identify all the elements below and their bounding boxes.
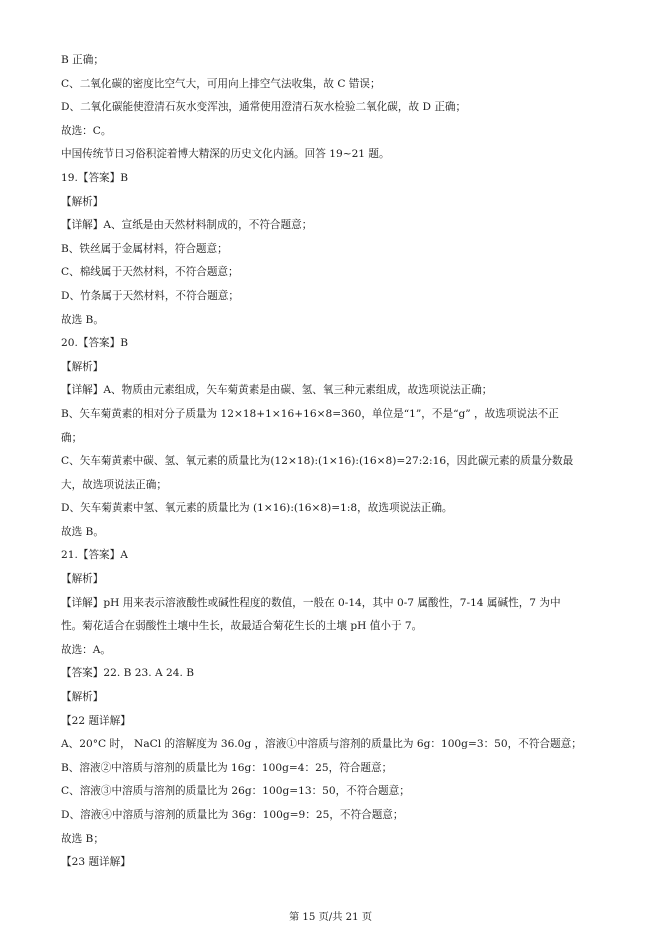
text-line: 【解析】 bbox=[61, 691, 104, 704]
text-line: 【答案】22. B 23. A 24. B bbox=[61, 667, 194, 680]
text-line: 【23 题详解】 bbox=[61, 856, 131, 869]
text-line: C、二氧化碳的密度比空气大，可用向上排空气法收集，故 C 错误； bbox=[61, 77, 381, 90]
text-line: 【解析】 bbox=[61, 195, 104, 208]
text-line: 20.【答案】B bbox=[61, 337, 129, 350]
text-body bbox=[61, 49, 601, 875]
text-line: 【详解】pH 用来表示溶液酸性或碱性程度的数值，一般在 0-14，其中 0-7 属酸性，7-14 属碱性，7 为中 bbox=[61, 596, 561, 609]
text-line: 故选 B。 bbox=[61, 313, 104, 326]
text-line: C、棉线属于天然材料，不符合题意； bbox=[61, 266, 239, 279]
text-line: B、矢车菊黄素的相对分子质量为 12×18+1×16+16×8=360，单位是“1”，不是“g” ，故选项说法不正 bbox=[61, 407, 559, 420]
text-line: D、矢车菊黄素中氢、氧元素的质量比为 (1×16):(16×8)=1:8，故选项说法正确。 bbox=[61, 502, 453, 515]
text-line: 故选：C。 bbox=[61, 124, 112, 137]
text-line: 【22 题详解】 bbox=[61, 714, 131, 727]
text-line: B、铁丝属于金属材料，符合题意； bbox=[61, 242, 228, 255]
text-line: 【解析】 bbox=[61, 573, 104, 586]
text-line: 【解析】 bbox=[61, 360, 104, 373]
text-line: 性。菊花适合在弱酸性土壤中生长，故最适合菊花生长的土壤 pH 值小于 7。 bbox=[61, 620, 423, 633]
text-line: 19.【答案】B bbox=[61, 171, 129, 184]
text-line: 故选：A。 bbox=[61, 643, 112, 656]
text-line: 确； bbox=[61, 431, 83, 444]
text-line: 【详解】A、宣纸是由天然材料制成的，不符合题意； bbox=[61, 219, 313, 232]
text-line: C、矢车菊黄素中碳、氢、氧元素的质量比为(12×18):(1×16):(16×8)=27:2:16，因此碳元素的质量分数最 bbox=[61, 455, 574, 468]
text-line: 大，故选项说法正确； bbox=[61, 478, 167, 491]
text-line: 21.【答案】A bbox=[61, 549, 128, 562]
text-line: 中国传统节日习俗积淀着博大精深的历史文化内涵。回答 19~21 题。 bbox=[61, 148, 390, 161]
text-line: C、溶液③中溶质与溶剂的质量比为 26g：100g=13：50，不符合题意； bbox=[61, 785, 410, 798]
text-line: D、竹条属于天然材料，不符合题意； bbox=[61, 289, 239, 302]
text-line: A、20°C 时， NaCl 的溶解度为 36.0g ，溶液①中溶质与溶剂的质量比为 6g：100g=3：50，不符合题意； bbox=[61, 738, 582, 751]
text-line: 故选 B； bbox=[61, 832, 104, 845]
text-line: D、溶液④中溶质与溶剂的质量比为 36g：100g=9：25，不符合题意； bbox=[61, 809, 404, 821]
text-line: 【详解】A、物质由元素组成，矢车菊黄素是由碳、氢、氧三种元素组成，故选项说法正确； bbox=[61, 384, 493, 397]
text-line: D、二氧化碳能使澄清石灰水变浑浊，通常使用澄清石灰水检验二氧化碳，故 D 正确； bbox=[61, 101, 467, 114]
text-line: B 正确； bbox=[61, 54, 104, 66]
text-line: 故选 B。 bbox=[61, 525, 104, 538]
text-line: B、溶液②中溶质与溶剂的质量比为 16g：100g=4：25，符合题意； bbox=[61, 761, 393, 774]
page-footer: 第 15 页/共 21 页 bbox=[288, 912, 373, 923]
